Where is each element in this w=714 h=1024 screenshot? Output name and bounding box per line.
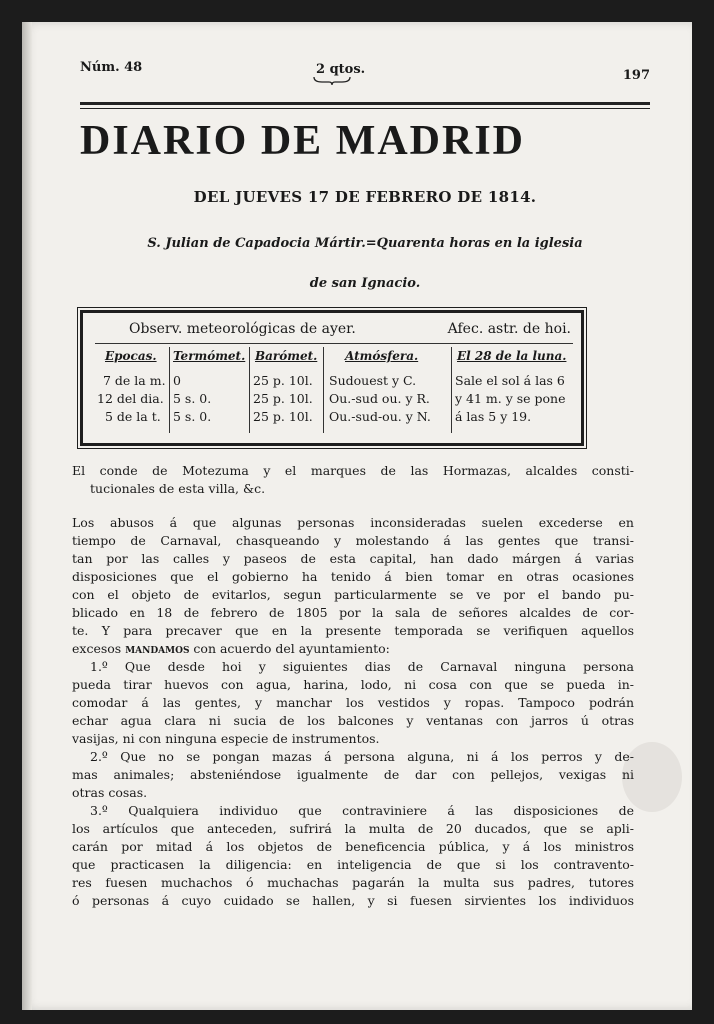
text-line: disposiciones que el gobierno ha tenido á bien tomar en otras ocasiones (72, 569, 634, 584)
row2-atm: Ou.-sud ou. y R. (329, 391, 430, 406)
top-rule-thin (80, 108, 650, 109)
text-line: vasijas, ni con ninguna especie de instrumentos. (72, 731, 380, 746)
col-barometro: Barómet. (255, 349, 318, 363)
saint-line-1: S. Julian de Capadocia Mártir.=Quarenta horas en la iglesia (147, 236, 583, 251)
issue-date: DEL JUEVES 17 DE FEBRERO DE 1814. (193, 188, 537, 206)
text-line: comodar á las gentes, y manchar los vestidos y ropas. Tampoco podrán (72, 695, 634, 710)
meteo-header (83, 321, 581, 341)
article-1 (72, 658, 634, 748)
meteo-title-right: Afec. astr. de hoi. (447, 321, 571, 337)
col-termometro: Termómet. (173, 349, 246, 363)
heading-line: El conde de Motezuma y el marques de las Hormazas, alcaldes consti- (72, 463, 634, 478)
text-run: con acuerdo del ayuntamiento: (189, 641, 390, 656)
text-line: los artículos que anteceden, sufrirá la multa de 20 ducados, que se apli- (72, 821, 634, 836)
text-line: tiempo de Carnaval, chasqueando y molestando á las gentes que transi- (72, 533, 634, 548)
col-divider (169, 347, 170, 433)
row3-baro: 25 p. 10l. (253, 409, 313, 424)
text-line: 1.º Que desde hoi y siguientes dias de Carnaval ninguna persona (90, 659, 634, 674)
text-line: otras cosas. (72, 785, 148, 800)
page-number: 197 (622, 68, 650, 83)
issue-number: Núm. 48 (80, 60, 143, 75)
header-row (80, 60, 650, 90)
mandamos-word: mandamos (125, 641, 190, 656)
text-line (72, 640, 634, 658)
text-line: blicado en 18 de febrero de 1805 por la sala de señores alcaldes de cor- (72, 605, 634, 620)
row3-term: 5 s. 0. (173, 409, 212, 424)
meteorological-table (80, 310, 584, 446)
col-divider (249, 347, 250, 433)
col-luna: El 28 de la luna. (457, 349, 567, 363)
row1-atm: Sudouest y C. (329, 373, 417, 388)
row2-baro: 25 p. 10l. (253, 391, 313, 406)
row2-term: 5 s. 0. (173, 391, 212, 406)
row3-epoca: 5 de la t. (105, 409, 161, 424)
saint-of-day (80, 232, 650, 296)
row2-epoca: 12 del dia. (97, 391, 164, 406)
article-3 (72, 802, 634, 910)
meteo-title-left: Observ. meteorológicas de ayer. (129, 321, 356, 337)
col-divider (451, 347, 452, 433)
text-line: echar agua clara ni sucia de los balcones y ventanas con jarros ú otras (72, 713, 634, 728)
intro-paragraph (72, 514, 634, 658)
text-line: carán por mitad á los objetos de beneficencia pública, y á los ministros (72, 839, 634, 854)
row3-atm: Ou.-sud-ou. y N. (329, 409, 431, 424)
col-atmosfera: Atmósfera. (345, 349, 419, 363)
col-epocas: Epocas. (105, 349, 157, 363)
text-line: mas animales; absteniéndose igualmente de dar con pellejos, vexigas ni (72, 767, 634, 782)
price: 2 qtos. (316, 62, 366, 77)
text-line: tan por las calles y paseos de esta capital, han dado márgen á varias (72, 551, 634, 566)
row1-epoca: 7 de la m. (103, 373, 166, 388)
astro-line-3: á las 5 y 19. (455, 409, 532, 424)
astro-line-1: Sale el sol á las 6 (455, 373, 565, 388)
brace-ornament (312, 75, 352, 85)
meteo-separator (95, 343, 573, 344)
text-line: que practicasen la diligencia: en inteligencia de que si los contravento- (72, 857, 634, 872)
heading-line: tucionales de esta villa, &c. (90, 481, 266, 496)
newspaper-page (22, 22, 692, 1010)
astro-line-2: y 41 m. y se pone (455, 391, 566, 406)
text-line: 3.º Qualquiera individuo que contraviniere á las disposiciones de (90, 803, 634, 818)
text-line: res fuesen muchachos ó muchachas pagarán la multa sus padres, tutores (72, 875, 634, 890)
text-line: Los abusos á que algunas personas inconsideradas suelen excederse en (72, 515, 634, 530)
article-heading (72, 462, 634, 498)
row1-term: 0 (173, 373, 181, 388)
text-line: pueda tirar huevos con agua, harina, lodo, ni cosa con que se pueda in- (72, 677, 634, 692)
saint-line-2: de san Ignacio. (309, 276, 421, 291)
text-line: ó personas á cuyo cuidado se hallen, y si fuesen sirvientes los individuos (72, 893, 634, 908)
article-2 (72, 748, 634, 802)
article-body (72, 462, 634, 910)
text-line: con el objeto de evitarlos, segun particularmente se ve por el bando pu- (72, 587, 634, 602)
masthead-title: DIARIO DE MADRID (80, 118, 526, 164)
row1-baro: 25 p. 10l. (253, 373, 313, 388)
top-rule-thick (80, 102, 650, 105)
text-line: te. Y para precaver que en la presente temporada se verifiquen aquellos (72, 623, 634, 638)
col-divider (323, 347, 324, 433)
text-line: 2.º Que no se pongan mazas á persona alguna, ni á los perros y de- (90, 749, 634, 764)
page-gutter (22, 22, 32, 1010)
text-run: excesos (72, 641, 126, 656)
